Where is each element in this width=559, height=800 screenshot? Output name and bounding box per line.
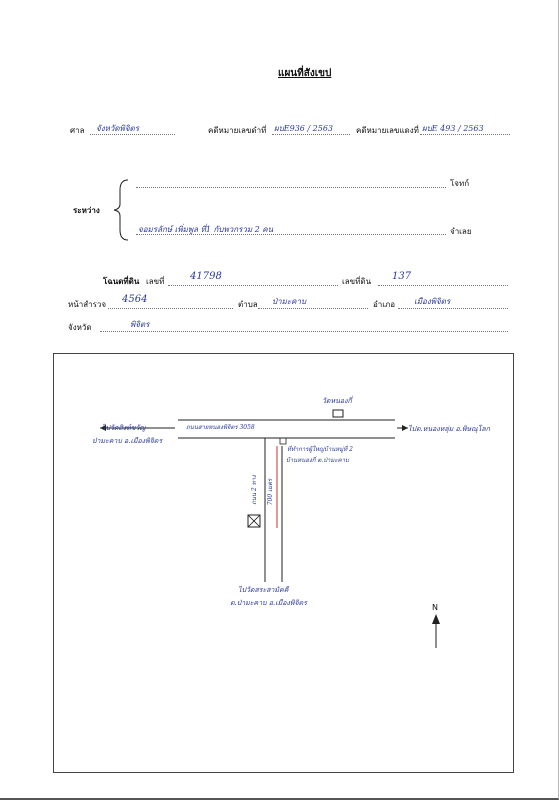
south-label-line-2: ต.ป่ามะคาบ อ.เมืองพิจิตร xyxy=(230,599,307,607)
west-label-line-1: ไปวัดสิงห์ขวัญ xyxy=(102,424,146,432)
red-case-label: คดีหมายเลขแดงที่ xyxy=(356,126,419,135)
province-value: พิจิตร xyxy=(130,320,150,329)
office-marker xyxy=(280,438,286,444)
east-label: ไปต.หนองหลุ่ม อ.พิษณุโลก xyxy=(408,425,490,433)
subdistrict-value: ป่ามะคาบ xyxy=(272,297,307,306)
south-label-line-1: ไปวัดสระสามัคคี xyxy=(238,586,289,594)
district-label: อำเภอ xyxy=(373,300,396,309)
plot-value: 137 xyxy=(392,271,412,282)
court-label: ศาล xyxy=(70,126,85,135)
temple-label: วัดหนองกี่ xyxy=(322,397,352,405)
deed-number-label: เลขที่ xyxy=(146,277,165,286)
north-arrowhead xyxy=(432,614,440,624)
red-case-value: ผบE 493 / 2563 xyxy=(422,124,484,133)
court-value: จังหวัดพิจิตร xyxy=(96,124,140,133)
temple-marker xyxy=(333,410,343,417)
office-label-line-1: ที่ทำการผู้ใหญ่บ้านหมู่ที่ 2 xyxy=(287,446,353,453)
north-label: N xyxy=(432,603,438,612)
subdistrict-label: ตำบล xyxy=(238,300,258,309)
defendant-label: จำเลย xyxy=(450,227,472,236)
survey-label: หน้าสำรวจ xyxy=(68,300,107,309)
plaintiff-label: โจทก์ xyxy=(450,179,470,188)
defendant-value: จอมรลักษ์ เพิ่มพูล ที่1 กับพวกรวม 2 คน xyxy=(138,225,274,234)
west-label-line-2: ป่ามะคาบ อ.เมืองพิจิตร xyxy=(92,437,163,445)
province-label: จังหวัด xyxy=(68,323,92,332)
deed-number-value: 41798 xyxy=(190,271,222,282)
deed-label: โฉนดที่ดิน xyxy=(103,277,140,286)
side-road-label: ถนน 2 ทาง xyxy=(250,475,258,505)
district-value: เมืองพิจิตร xyxy=(414,297,451,306)
survey-value: 4564 xyxy=(122,294,148,305)
office-label-line-2: บ้านหนองกี่ ต.ป่ามะคาบ xyxy=(286,457,349,464)
plot-label: เลขที่ดิน xyxy=(342,277,372,286)
black-case-value: ผบE936 / 2563 xyxy=(274,124,334,133)
page-title: แผนที่สังเขป xyxy=(278,68,332,79)
between-label: ระหว่าง xyxy=(73,206,100,215)
main-road-label: ถนนสายหนองพิจิตร 3058 xyxy=(186,424,255,431)
distance-label: 700 เมตร xyxy=(267,478,275,506)
black-case-label: คดีหมายเลขดำที่ xyxy=(208,126,267,135)
